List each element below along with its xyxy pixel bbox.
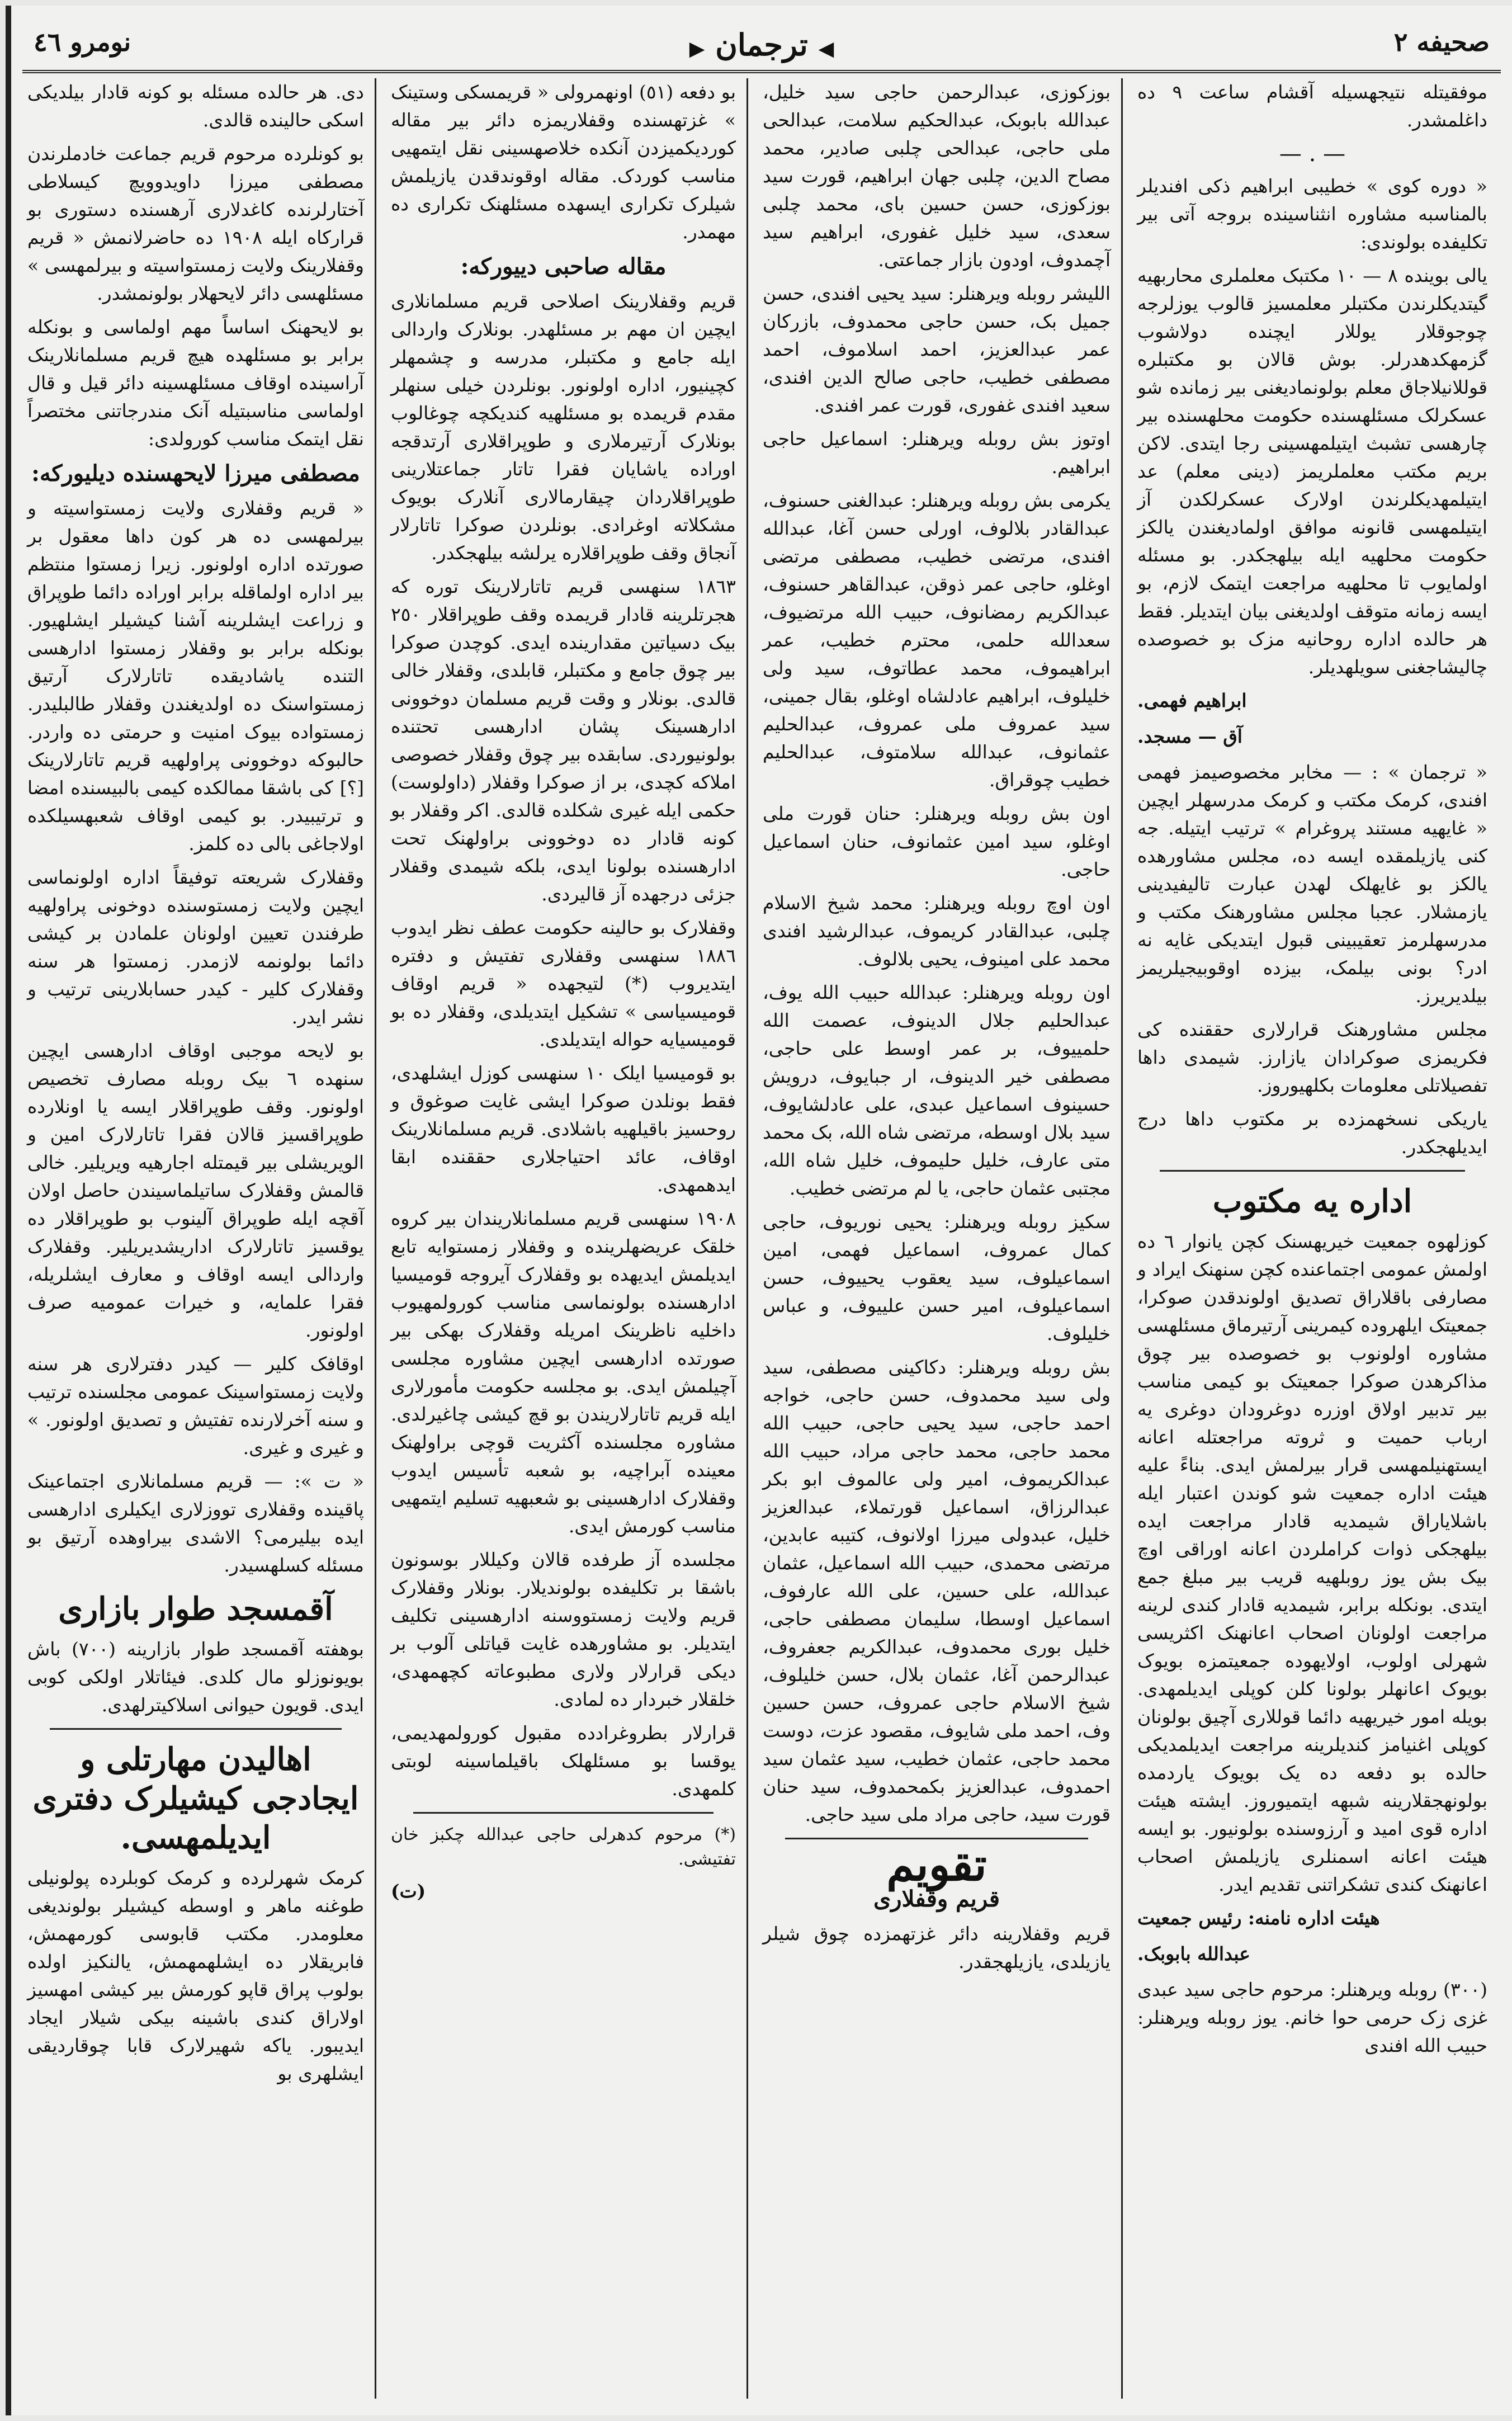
col3-paragraph: قریم وقفلارینک اصلاحی قریم مسلمانلاری ایچین ان مهم بر مسئلهدر. بونلارک واردالی ایله جامع و مکتبلر، مدرسه و چشمهلر کچینیور، اداره اولونور. بونلردن خیلی سنهلر مقدم قریمده بو مسئلهیه کندیکچه چوغالوب بونلارک آرتیرملاری و طوپراقلاری آرتدقجه اوراده یاشایان فقرا تاتار جماعتلارینی طوپراقلاردان چیقارمالاری آنلارک بویوک مشکلاته اوغرادی. بونلردن صوکرا تاتارلار آنجاق وقف طوپراقلاره یرلشه بیلهجکدر. bbox=[391, 290, 736, 564]
col1-intro: موفقیتله نتیجهسیله آقشام ساعت ٩ ده داغلمشدر. bbox=[1137, 81, 1487, 131]
col4-paragraph: بو لایحه موجبی اوقاف ادارهسی ایچین سنهده ٦ بیک روبله مصارف تخصیص اولونور. وقف طوپراقلار ایسه یا اونلارده طوپراقسیز قالان فقرا تاتارلارک امین و الویریشلی بیر قیمتله اجارهیه ویریلیر. خالی قالمش وقفلارک ساتیلماسیندن حاصل اولان آقچه ایله طوپراق آلینوب بو طوپراقلار ده یوقسیز تاتارلارک اداریشدیریلیر. وقفلارک واردالی ایسه اوقاف و معارف ایشلریله، فقرا علمایه، و خیرات عمومیه صرف اولونور. bbox=[27, 1040, 365, 1341]
col4-paragraph: بو لایحهنک اساساً مهم اولماسی و بونکله برابر بو مسئلهده هیچ قریم مسلمانلارینک آراسینده اوقاف مسئلهسینه دائر قیل و قال اولماسی مناسبتیله آنک مندرجاتنی مختصراً نقل ایتمک مناسب کورولدی: bbox=[27, 316, 364, 450]
col2-paragraph: بش روبله ویرهنلر: دکاکینی مصطفی، سید ولی سید محمدوف، حسن حاجی، خواجه احمد حاجی، سید یحیی حاجی، حبیب الله محمد حاجی، محمد حاجی مراد، حبیب الله عبدالکریموف، امیر ولی عالموف ابو بکر عبدالرزاق، اسماعیل قورتملاء، عبدالعزیز خلیل، عبدولی میرزا اولانوف، کتیبه عابدین، مرتضی محمدی، حبیب الله اسماعیل، عثمان عبدالله، علی حسین، علی الله عارفوف، اسماعیل اوسطا، سلیمان مصطفی حاجی، خلیل بوری محمدوف، عبدالکریم جعفروف، عبدالرحمن آغا، عثمان بلال، حسن خلیلوف، شیخ الاسلام حاجی عمروف، حسن حسین وف، احمد ملی شایوف، مقصود عزت، دوست محمد حاجی، عثمان خطیب، سید عثمان سید احمدوف، عبدالعزیز بکمحمدوف، سید حنان قورت سید، حاجی مراد ملی سید حاجی. bbox=[763, 1356, 1111, 1825]
col3-paragraph: مجلسده آز طرفده قالان وکیللار بوسونون باشقا بر تکلیفده بولوندیلار. بونلار وقفلارک قریم ولایت زمستووسنه ادارهسینی تکلیف ایتدیلر. بو مشاورهده غایت قیاتلی آلوب بر دیکی قرارلار ولاری مطبوعاته کچهمهدی، خلقلار خبردار ده لمادی. bbox=[391, 1549, 736, 1710]
page-header bbox=[22, 17, 1501, 73]
column-rule bbox=[1121, 78, 1123, 2399]
column-3 bbox=[383, 78, 744, 2399]
col4-heading: آقمسجد طوار بازاری bbox=[58, 1591, 333, 1627]
col1-signature-place: آق — مسجد. bbox=[1137, 725, 1242, 747]
col3-paragraph: بو قومیسیا ایلک ١٠ سنهسی کوزل ایشلهدی، فقط بونلدن صوکرا ایشی غایت صوغوق و روحسیز باقیلهیه باشلادی. قریم مسلمانلارینک اوقاف، عائد احتیاجلاری حققنده ابقا ایدهمهدی. bbox=[391, 1062, 736, 1196]
col1-heading: اداره یه مکتوب bbox=[1212, 1183, 1412, 1220]
col1-paragraph: « دوره کوی » خطیبی ابراهیم ذکی افندیلر بالمناسبه مشاوره انثناسینده بروجه آتی بیر تکلیفده بولوندی: bbox=[1137, 175, 1487, 253]
section-logo: تقویم bbox=[886, 1838, 987, 1891]
col2-paragraph: سکیز روبله ویرهنلر: یحیی نوریوف، حاجی کمال عمروف، اسماعیل فهمی، امین اسماعیلوف، سید یعقوب یحییوف، حسن اسماعیلوف، امیر حسن علییوف، و عباس خلیلوف. bbox=[763, 1211, 1111, 1344]
col1-signature: عبدالله بابوبک. bbox=[1137, 1943, 1250, 1965]
col1-divider bbox=[1160, 1170, 1465, 1172]
col1-paragraph: « ترجمان » : — مخابر مخصوصیمز فهمی افندی، کرمک مکتب و کرمک مدرسهلر ایچین « غایهیه مستند پروغرام » ترتیب ایتیله. جه کنی یازیلمقده ایسه ده، مجلس مشاورهده یالکز بو غایهلک لهدن عبارت تالیفیدینی یازمشلار. عجبا مجلس مشاورهنک مکتب و مدرسهلرمز تعقیبینی قبول ایتدیکی غایه نه ادر؟ بونی بیلمک، بیزده اوقوبیجیلریمز بیلدیریرز. bbox=[1137, 761, 1487, 1007]
column-1 bbox=[1130, 78, 1495, 2399]
col2-paragraph: اون بش روبله ویرهنلر: حنان قورت ملی اوغلو، سید امین عثمانوف، حنان اسماعیل حاجی. bbox=[763, 803, 1111, 880]
issue-number: نومرو ٤٦ bbox=[34, 27, 131, 57]
column-4 bbox=[20, 78, 372, 2399]
col4-paragraph: بوهفته آقمسجد طوار بازارینه (٧٠٠) باش بویونوزلو مال کلدی. فیئاتلار اولکی کوبی ایدی. قویون حیوانی اسلاکیترلهدی. bbox=[27, 1638, 364, 1716]
col2-paragraph: قریم وقفلارینه دائر غزتهمزده چوق شیلر یازیلدی، یازیلهجقدر. bbox=[763, 1923, 1111, 1972]
col1-paragraph: کوزلهوه جمعیت خیریهسنک کچن یانوار ٦ ده اولمش عمومی اجتماعنده کچن سنهنک ایراد و مصارفی باقلاراق تصدیق اولوندقدن صوکرا، جمعیتک ایلهروده کیمرینی آرتیرماق مسئلهسی مشاوره اولونوب بو خصوصده بیر چوق مذاکرهدن صوکرا جمعیتک بو کیمی مناسب بیر تدبیر اولاق اوزره دوغرودان دوغری یه ارباب حمیت و ثروته مراجعتله اعانه ایستهنیلمهسی قرار بیرلمش ایدی. بناءً علیه هیئت اداره جمعیت شو کوندن اعتبار ایله باشلایاراق شیمدیه قادار مراجعت ایده بیلهجکی ذوات کراملردن اعانه اوراقی اوچ بیک بش یوز روبلهیه قریب بیر مبلغ جمع ایتدی. بونکله برابر، شیمدیه قادار کندی لرینه مراجعت اولونان اصحاب اعانهنک اکثریسی شهرلی اولوب، اولایهوده جمعیتمزه بویوک بویوک اعانهلر بولونا کلن کوپلی ایدیلمهدی. بویله امور خیریهیه دائما قوللاری آچیق بولونان کوپلی اغنیامز کندیلرینه مراجعت ایدیلمدیکی حالده بو دفعه ده یک بویوک یاردمده بولونهجقلارینه شبهه ایتمیوروز. ایشته هیئت اداره قوی امید و آرزوسنده بولونیور. بو ایسه هیئت اعانه اسمنلری یازیلمش اصحاب اعانهنک کندی تشکراتنی تقدیم ایدر. bbox=[1137, 1230, 1487, 1895]
col4-paragraph: وقفلارک شریعته توفیقاً اداره اولونماسی ایچین ولایت زمستوسنده دوخونی پراولهیه طرفندن تعیین اولونان علمادن بر کیشی دائما بولونمه لازمدر. زمستوا هر سنه وقفلارک کلیر - کیدر حسابلارینی ترتیب و نشر ایدر. bbox=[27, 866, 364, 1028]
col2-paragraph: اللیشر روبله ویرهنلر: سید یحیی افندی، حسن جمیل بک، حسن حاجی محمدوف، بازرکان عمر عبدالعزیز، احمد اسلاموف، احمد مصطفی خطیب، حاجی صالح الدین افندی، سعید افندی غفوری، قورت عمر افندی. bbox=[763, 282, 1111, 416]
col1-paragraph: مجلس مشاورهنک قرارلاری حققنده کی فکریمزی صوکرادان یازارز. شیمدی داها تفصیلاتلی معلومات بکلهیوروز. bbox=[1137, 1018, 1487, 1096]
col4-paragraph: اوقافک کلیر — کیدر دفترلاری هر سنه ولایت زمستواسینک عمومی مجلسنده ترتیب و سنه آخرلارنده تفتیش و تصدیق اولونور. » و غیری و غیری. bbox=[27, 1353, 364, 1459]
col4-heading: اهالیدن مهارتلی و ایجادجی کیشیلرک دفتری ایدیلمهسی. bbox=[32, 1741, 359, 1856]
col4-subheading: مصطفی میرزا لایحهسنده دیلیورکه: bbox=[31, 460, 360, 487]
col4-paragraph: دی. هر حالده مسئله بو کونه قادار بیلدیکی اسکی حالینده قالدی. bbox=[27, 81, 364, 131]
col2-heading: قریم وقفلاری bbox=[873, 1886, 1000, 1912]
newspaper-page bbox=[6, 6, 1512, 2415]
col2-paragraph: اون روبله ویرهنلر: عبدالله حبیب الله یوف، عبدالحلیم جلال الدینوف، عصمت الله حلمییوف، بر عمر اوسط علی حاجی، مصطفی خیر الدینوف، ار جبایوف، درویش حسینوف اسماعیل عبدی، علی عادلشایوف، سید بلال اوسطه، مرتضی شاه الله، بک محمد متی عارف، خلیل حلیموف، خلیل شاه الله، مجتبی عثمان حاجی، یا لم مرتضی خطیب. bbox=[763, 981, 1111, 1199]
col1-signature: ابراهیم فهمی. bbox=[1137, 690, 1247, 711]
col3-paragraph: ١٩٠٨ سنهسی قریم مسلمانلاریندان بیر کروه خلقک عریضهلرینده و وقفلار زمستوایه تابع ایدیلمش ایدیهده بو وقفلارک آیروجه قومیسیا ادارهسنده بولونماسی مناسب کورولمهیوب داخلیه ناظرینک امریله وقفلارک بهکی بیر صورتده ادارهسی ایچین مشاوره مجلسی آچیلمش ایدی. بو مجلسه حکومت مأمورلاری ایله قریم تاتارلاریندن بو قچ کیشی چاغیرلدی. مشاوره مجلسنده آکثریت قوچی براولهنک معینده آبراچیه، بو شعبه تأسیس ایدوب وقفلارک ادارهسینی بو شعبهیه تسلیم ایتمهیی مناسب کورمش ایدی. bbox=[391, 1207, 736, 1537]
col2-paragraph: اوتوز بش روبله ویرهنلر: اسماعیل حاجی ابراهیم. bbox=[763, 428, 1111, 478]
ornament-left-icon: ◀ bbox=[818, 37, 834, 60]
col1-paragraph: یاریکی نسخهمزده بر مکتوب داها درج ایدیلهجکدر. bbox=[1137, 1108, 1487, 1158]
col4-paragraph: « قریم وقفلاری ولایت زمستواسیته و بیرلمهسی ده هر کون داها معقول بر صورتده اداره اولونور. زیرا زمستوا منتظم بیر اداره اولماقله برابر اوراده دائما طوپراق و زراعت ایشلرینه آشنا کیشیلر ایشلهیور. بونکله برابر بو وقفلار زمستوا ادارهسی التنده یاشادیقده تاتارلارک آرتیق زمستواسنک ده اولدیغندن وقفلار طالبلیدر. زمستواده بیوک امنیت و حرمتی ده واردر. حالبوکه دوخوونی پراولهیه قریم تاتارلارینک [؟] کی باشقا ممالکده کیمی بالبیسنده امضا و ترتیبیدر. بو کیمی اوقاف شعبهسیلکده اولاجاغی بالی ده کلمز. bbox=[27, 497, 364, 855]
col2-paragraph: یکرمی بش روبله ویرهنلر: عبدالغنی حسنوف، عبدالقادر بلالوف، اورلی حسن آغا، عبدالله افندی، مرتضی خطیب، مصطفی مرتضی اوغلو، حاجی عمر ذوقن، عبدالقاهر حسنوف، عبدالکریم رمضانوف، حبیب الله مرتضیوف، سعدالله حلمی، محترم خطیب، عمر ابراهیموف، محمد عطاتوف، سید ولی خلیلوف، ابراهیم عادلشاه اوغلو، بقال جمینی، سید عمروف ملی عمروف، عبدالحلیم عثمانوف، عبدالله سلامتوف، عبدالحلیم خطیب چوقراق. bbox=[763, 489, 1111, 791]
page-number: صحیفه ٢ bbox=[1393, 27, 1490, 57]
col3-paragraph: ١٨٦٣ سنهسی قریم تاتارلارینک توره که هجرتلرینه قادار قریمده وقف طوپراقلار ٢٥٠ بیک دسیاتین مقدارینده ایدی. کوچدن صوکرا بیر چوق جامع و مکتبلر، قابلدی، وقفلار خالی قالدی. بونلار و وقت قریم مسلمان دوخوونی ادارهسینک پشان ادارهسی تحتنده بولونیوردی. سابقده بیر چوق وقفلار خصوصی املاکه کچدی، بر از صوکرا وقفلار (داولوست) حکمی ایله غیری شکلده قالدی. اکر وقفلار بو کونه قادار ده دوخوونی براولهنک تحت ادارهسنده بولونا ایدی، بلکه شیمدی وقفلار جزئی درجهده آز قالیردی. bbox=[391, 575, 736, 905]
col3-paragraph: بو دفعه (٥١) اونهمرولی « قریمسکی وستینک » غزتهسنده وقفلاریمزه دائر بیر مقاله کوردیکمیزدن آنکده خلاصهسینی نقل ایتمهیی مناسب کوردک. مقاله اوقوندقدن یازیلمش شیلرک تکراری ایسهده مسئلهنک تکراری ده مهمدر. bbox=[391, 81, 736, 243]
col3-subheading: مقاله صاحبی دییورکه: bbox=[460, 253, 667, 280]
col3-footnote: (*) مرحوم کدهرلی حاجی عبدالله چکبز خان تفتیشی. bbox=[391, 1825, 736, 1869]
col1-separator: — . — bbox=[1279, 141, 1346, 167]
col3-paragraph: وقفلارک بو حالینه حکومت عطف نظر ایدوب ١٨٨٦ سنهسی وقفلاری تفتیش و دفتره ایتدیروب (*) لتیجهده « قریم اوقاف قومیسیاسی » تشکیل ایتدیلدی، وقفلار ده بو قومیسیایه حواله ایتدیلدی. bbox=[391, 917, 736, 1050]
column-rule bbox=[746, 78, 748, 2399]
col4-paragraph: « ت »: — قریم مسلمانلاری اجتماعینک پاقینده وقفلاری تووزلاری ایکیلری ادارهسی ایده بیلیرمی؟ الاشدی بیراوهده آرتیق بو مسئله کسلهسیدر. bbox=[27, 1470, 364, 1576]
col3-paragraph: قرارلار بطروغرادده مقبول کورولمهدیمی، یوقسا بو مسئلهلک باقیلماسینه لوبتی کلمهدی. bbox=[391, 1722, 736, 1800]
masthead-label: ترجمان bbox=[715, 27, 808, 63]
col1-paragraph: (٣٠٠) روبله ویرهنلر: مرحوم حاجی سید عبدی غزی زک حرمی حوا خانم. یوز روبله ویرهنلر: حبیب الله افندی bbox=[1137, 1979, 1487, 2056]
col1-paragraph: یالی بوینده ٨ — ١٠ مکتبک معلملری محاربهیه گیتدیکلرندن مکتبلر معلمسیز قالوب یوزلرجه چوجوقلار یوللار ایچنده دولاشوب گزمهکدهدرلر. بوش قالان بو مکتبلره قوللانیلاجاق معلم بولونمادیغنی بیر زمانده شو عسکرلک مسئلهسنده حکومت محلهسنده بیر چارهسی تشبث ایتیلمهسینی رجا ایتدی. لاکن بریم مکتب معلملریمز (دینی معلم) عد ایتیلمهدیکلرندن اولارک عسکرلکدن آز ایتیلمهسی قانونه موافق اولمادیغندن یالکز حکومت محلهیه ایله بیلهجکدر. بو مسئله اولمایوب تا محلهیه مراجعت ایتمک لازم، بو ایسه زمانه متوقف اولدیغنی بیان ایتدیلر. فقط هر حالده اداره روحانیه مزک بو خصوصده چالیشاجغنی سویلهدیلر. bbox=[1137, 265, 1487, 678]
col4-paragraph: بو کونلرده مرحوم قریم جماعت خادملرندن مصطفی میرزا داویدوویچ کیسلاطی آختارلرنده کاغدلاری آرهسنده دستوری بو قرارکاه ایله ١٩٠٨ ده حاضرلانمش « قریم وقفلارینک ولایت زمستواسیته و بیرلمهسی » مسئلهسی دائر لایحهلار بولونمشدر. bbox=[27, 143, 364, 304]
col2-paragraph: اون اوچ روبله ویرهنلر: محمد شیخ الاسلام چلبی، عبدالقادر کریموف، عبدالرشید افندی محمد علی امینوف، یحیی بلالوف. bbox=[763, 892, 1111, 970]
col1-signature-head: هیئت اداره نامنه: رئیس جمعیت bbox=[1137, 1907, 1380, 1929]
ornament-right-icon: ▶ bbox=[689, 37, 705, 60]
col3-footnote-mark: (ت) bbox=[391, 1880, 426, 1902]
column-rule bbox=[375, 78, 376, 2399]
col2-paragraph: بوزکوزی، عبدالرحمن حاجی سید خلیل، عبدالله بابوبک، عبدالحکیم سلامت، عبدالحی ملی حاجی، عبدالحی چلبی صادیر، محمد مصاح الدین، چلبی جهان ابراهیم، قورت سید بوزکوزی، حسن حسین بای، محمد چلبی سعدی، سید خلیل غفوری، ابراهیم سید آچمدوف، اودون بازار جماعتی. bbox=[763, 81, 1111, 271]
col3-divider bbox=[413, 1812, 714, 1814]
col4-paragraph: کرمک شهرلرده و کرمک کوبلرده پولونیلی طوغنه ماهر و اوسطه کیشیلر بولوندیغی معلومدر. مکتب قابوسی کورمهمش، فابریقلار ده ایشلهمهمش، یالنکیز اولده بولوب پراق قاپو کورمش بیر کیشی امهسیز اولاراق کندی باشینه بیکی شیلار ایجاد ایدیبور. یاکه شهیرلارک قابا چوقاردیقی ایشلهری بو bbox=[27, 1867, 364, 2084]
column-2 bbox=[755, 78, 1118, 2399]
masthead-title bbox=[689, 27, 834, 63]
col4-divider bbox=[50, 1728, 342, 1730]
